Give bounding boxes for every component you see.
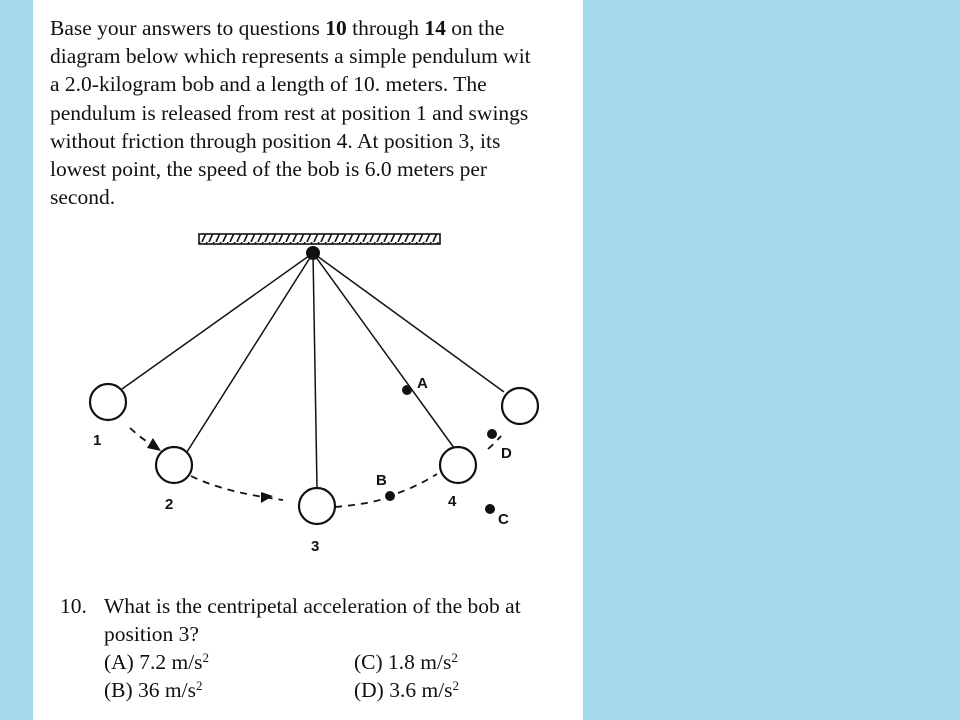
point-b: [385, 491, 395, 501]
pivot-point: [306, 246, 320, 260]
question-10: [60, 592, 580, 704]
intro-line-1: Base your answers to questions 10 through 14 on the: [50, 16, 505, 40]
pendulum-bobs: [90, 384, 538, 524]
point-d: [487, 429, 497, 439]
label-position-3: 3: [311, 538, 320, 555]
bob-position-3: [299, 488, 335, 524]
label-point-c: C: [498, 511, 509, 528]
label-point-b: B: [376, 472, 387, 489]
bob-position-4: [440, 447, 476, 483]
intro-line-3: a 2.0-kilogram bob and a length of 10. meters. The: [50, 72, 487, 97]
choice-a[interactable]: (A) 7.2 $m/s^2$: [104, 650, 210, 674]
worksheet-page: [33, 0, 583, 720]
bob-position-2: [156, 447, 192, 483]
label-position-1: 1: [93, 432, 102, 449]
label-point-d: D: [501, 445, 512, 462]
label-point-a: A: [417, 375, 428, 392]
ceiling-support: [199, 234, 440, 244]
left-background-strip: [0, 0, 33, 720]
choice-c[interactable]: (C) 1.8 $m/s^2$: [354, 650, 458, 674]
string-position-2: [185, 253, 313, 455]
intro-line-7: second.: [50, 185, 116, 210]
question-range-start: 10: [325, 16, 347, 40]
intro-line-6: lowest point, the speed of the bob is 6.0 meters per: [50, 156, 488, 181]
label-position-4: 4: [448, 493, 457, 510]
choice-d[interactable]: (D) 3.6 $m/s^2$: [354, 678, 460, 702]
labeled-points: [385, 385, 497, 514]
intro-line-5: without friction through position 4. At position 3, its: [50, 128, 501, 153]
intro-line-4: pendulum is released from rest at position 1 and swings: [50, 100, 529, 125]
intro-line-2: diagram below which represents a simple pendulum wit: [50, 44, 531, 69]
choice-b[interactable]: (B) 36 $m/s^2$: [104, 678, 203, 702]
question-number: 10.: [60, 594, 87, 618]
pendulum-diagram: [33, 0, 583, 590]
label-position-2: 2: [165, 496, 174, 513]
question-range-end: 14: [424, 16, 446, 40]
point-a: [402, 385, 412, 395]
bob-position-1: [90, 384, 126, 420]
string-position-3: [313, 253, 317, 488]
arrow-head-upper: [147, 438, 161, 451]
bob-right-extreme: [502, 388, 538, 424]
string-position-1: [122, 253, 313, 389]
question-text-line-1: What is the centripetal acceleration of the bob at: [104, 594, 521, 618]
string-right-extreme: [313, 253, 504, 392]
point-c: [485, 504, 495, 514]
string-position-4: [313, 253, 457, 452]
question-text-line-2: position 3?: [104, 622, 199, 646]
